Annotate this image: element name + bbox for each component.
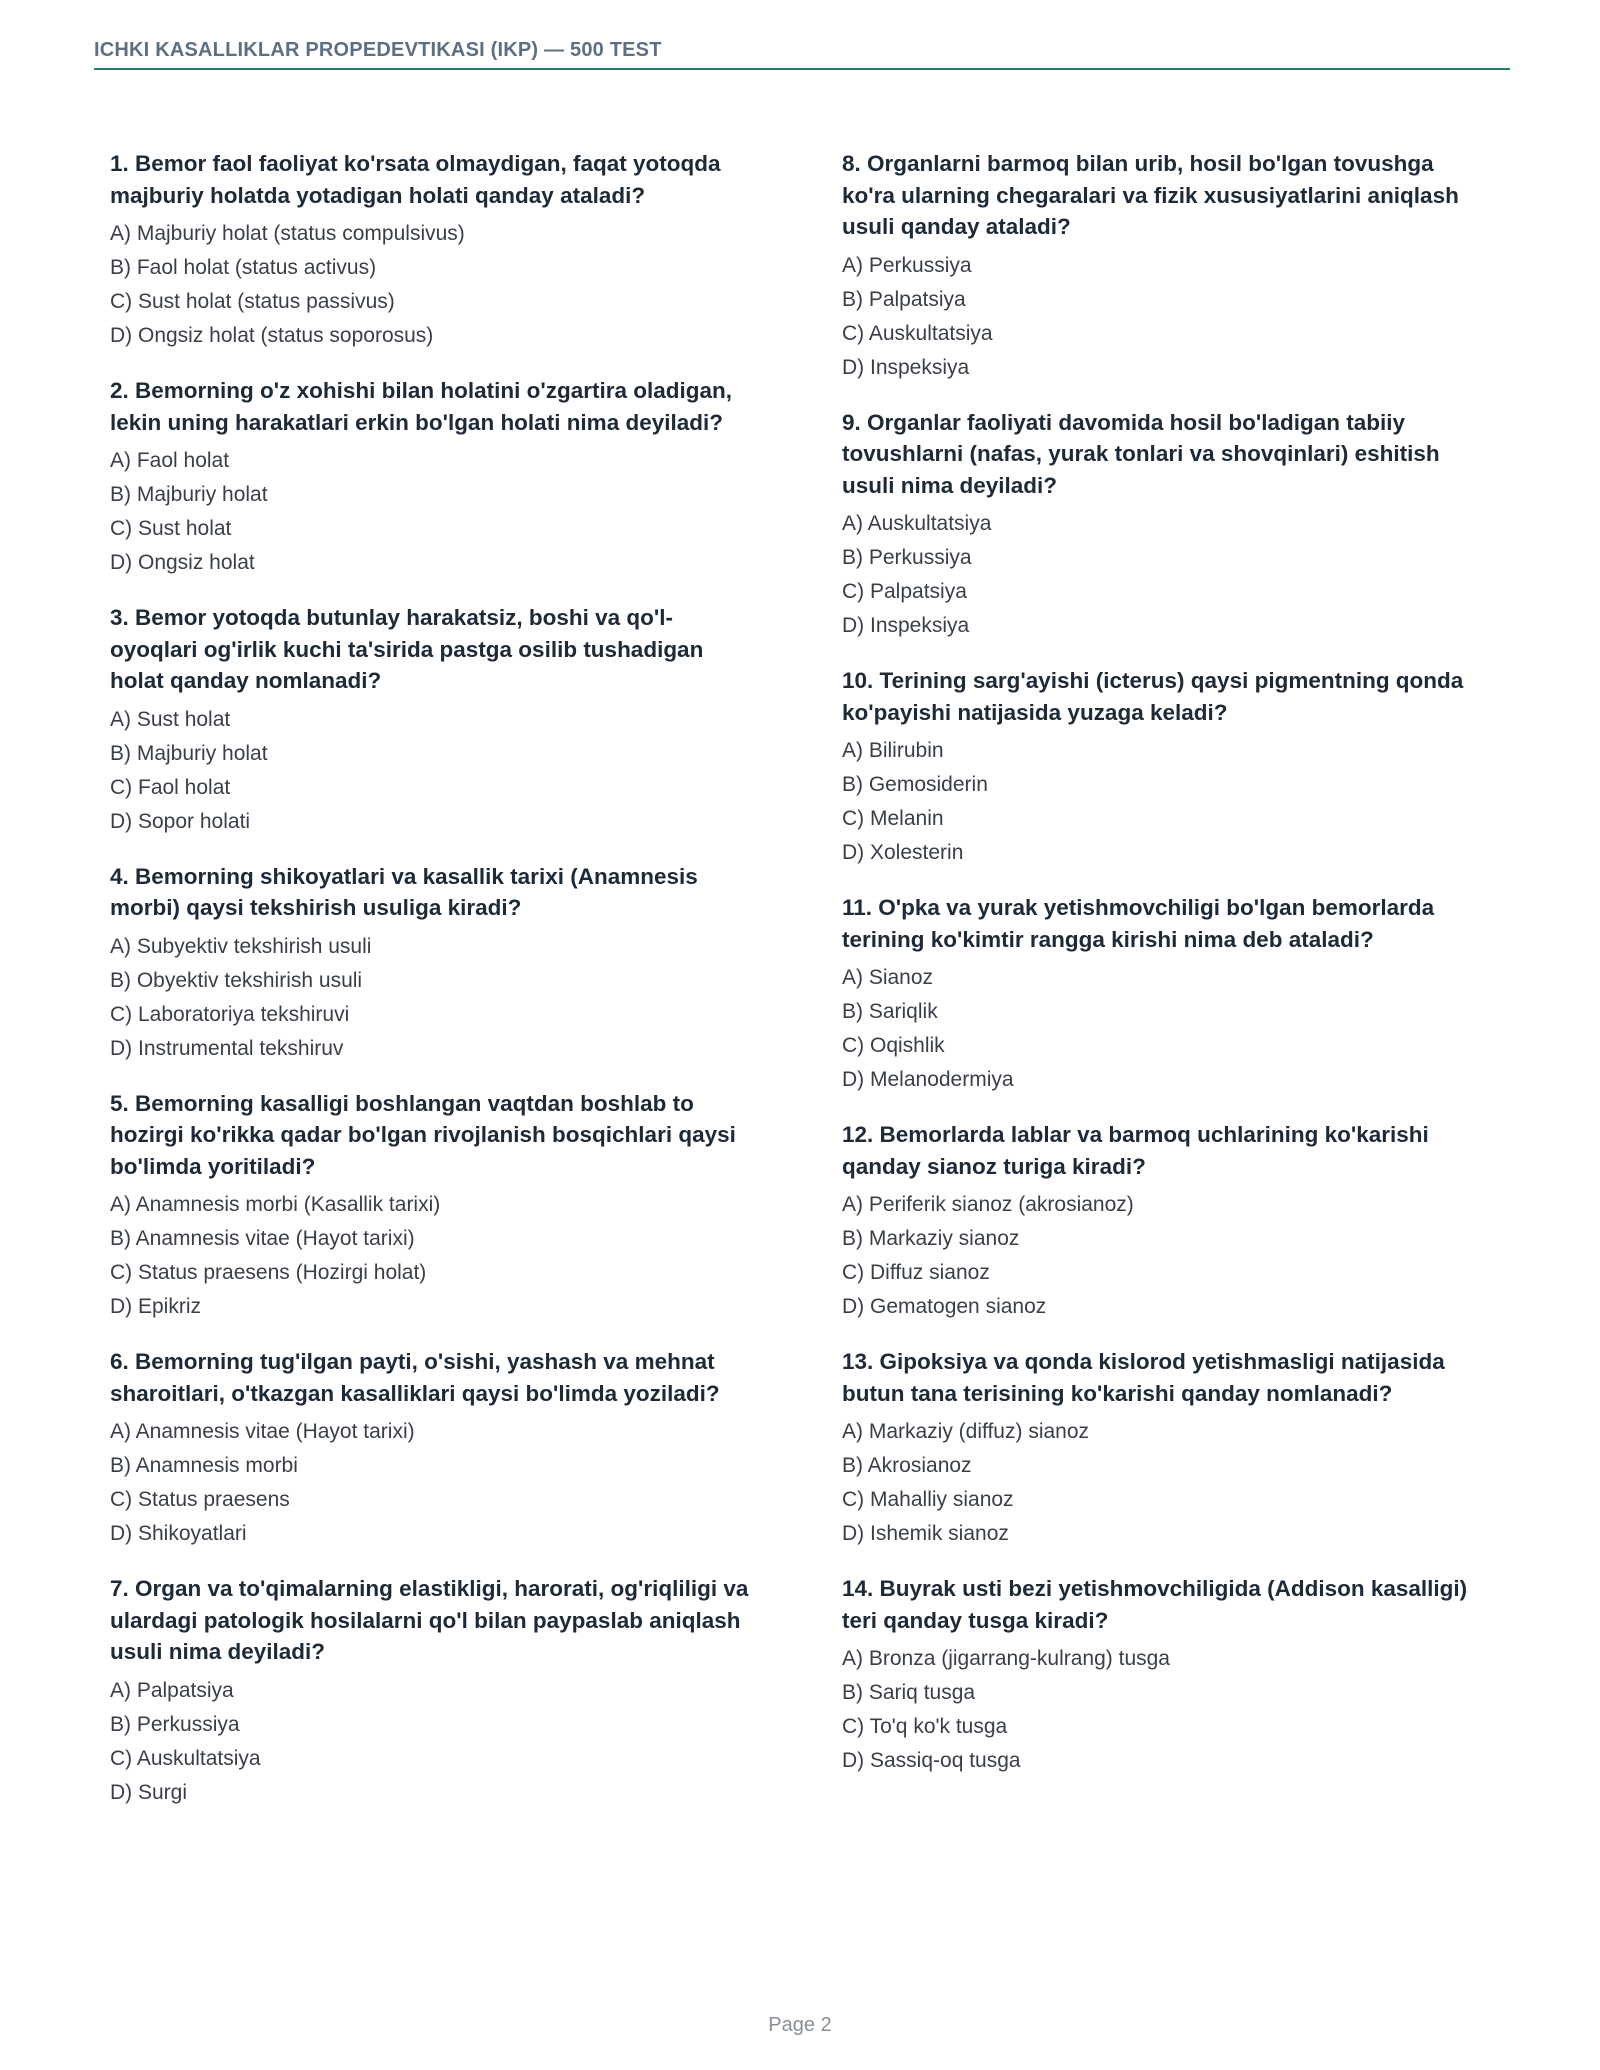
- answer-option: D) Ongsiz holat: [110, 551, 255, 574]
- answer-option: A) Anamnesis vitae (Hayot tarixi): [110, 1420, 415, 1443]
- answer-option: C) Auskultatsiya: [110, 1746, 261, 1770]
- answer-option: A) Anamnesis morbi (Kasallik tarixi): [110, 1193, 441, 1216]
- question-text: 13. Gipoksiya va qonda kislorod yetishmasligi natijasida butun tana terisining ko'karishi qanday nomlanadi?: [842, 1349, 1445, 1406]
- answer-option: D) Surgi: [110, 1780, 188, 1804]
- question-block: [110, 602, 760, 839]
- answer-option: C) Faol holat: [110, 775, 231, 799]
- answer-option: A) Bronza (jigarrang-kulrang) tusga: [842, 1647, 1170, 1670]
- answer-option: C) Auskultatsiya: [842, 321, 993, 345]
- question-text: 5. Bemorning kasalligi boshlangan vaqtdan boshlab to hozirgi ko'rikka qadar bo'lgan rivojlanish bosqichlari qaysi bo'limda yoritiladi?: [110, 1090, 736, 1179]
- answer-option: C) Sust holat (status passivus): [110, 290, 395, 313]
- answer-option: D) Epikriz: [110, 1295, 202, 1318]
- question-block: [110, 148, 760, 353]
- question-text: 1. Bemor faol faoliyat ko'rsata olmaydigan, faqat yotoqda majburiy holatda yotadigan holati qanday ataladi?: [110, 151, 721, 208]
- answer-option: D) Gematogen sianoz: [842, 1295, 1047, 1318]
- answer-option: A) Sianoz: [842, 966, 934, 989]
- answer-option: C) Status praesens: [110, 1488, 290, 1511]
- left-column: [110, 148, 760, 1832]
- answer-option: A) Periferik sianoz (akrosianoz): [842, 1193, 1134, 1216]
- right-column: [842, 148, 1492, 1800]
- page-header: [94, 38, 1510, 70]
- answer-option: D) Ongsiz holat (status soporosus): [110, 324, 434, 347]
- answer-option: C) Laboratoriya tekshiruvi: [110, 1002, 350, 1026]
- answer-option: B) Sariq tusga: [842, 1681, 976, 1704]
- answer-option: D) Sopor holati: [110, 809, 251, 833]
- answer-option: B) Anamnesis vitae (Hayot tarixi): [110, 1227, 415, 1250]
- answer-option: D) Inspeksiya: [842, 355, 970, 379]
- answer-option: B) Obyektiv tekshirish usuli: [110, 968, 363, 992]
- question-block: [842, 1346, 1492, 1551]
- answer-option: C) Sust holat: [110, 517, 232, 540]
- question-text: 8. Organlarni barmoq bilan urib, hosil bo'lgan tovushga ko'ra ularning chegaralari va fizik xususiyatlarini aniqlash usuli qanday ataladi?: [842, 151, 1459, 239]
- answer-option: A) Faol holat: [110, 449, 230, 472]
- answer-option: D) Sassiq-oq tusga: [842, 1749, 1021, 1772]
- question-block: [842, 1573, 1492, 1778]
- question-block: [110, 1088, 760, 1325]
- question-block: [110, 861, 760, 1066]
- question-block: [842, 407, 1492, 644]
- answer-option: D) Shikoyatlari: [110, 1522, 247, 1545]
- question-text: 10. Terining sarg'ayishi (icterus) qaysi pigmentning qonda ko'payishi natijasida yuzaga keladi?: [842, 668, 1464, 725]
- answer-option: D) Melanodermiya: [842, 1068, 1014, 1091]
- answer-option: D) Ishemik sianoz: [842, 1522, 1009, 1545]
- answer-option: C) Status praesens (Hozirgi holat): [110, 1261, 427, 1284]
- question-block: [110, 375, 760, 580]
- answer-option: C) Palpatsiya: [842, 580, 967, 603]
- page-number: Page 2: [768, 2014, 832, 2036]
- question-text: 11. O'pka va yurak yetishmovchiligi bo'lgan bemorlarda terining ko'kimtir rangga kirishi nima deb ataladi?: [842, 895, 1435, 952]
- answer-option: D) Instrumental tekshiruv: [110, 1036, 344, 1060]
- answer-option: A) Sust holat: [110, 707, 231, 731]
- answer-option: A) Majburiy holat (status compulsivus): [110, 222, 465, 245]
- questions-area: [110, 148, 1510, 1948]
- question-block: [842, 892, 1492, 1097]
- question-text: 9. Organlar faoliyati davomida hosil bo'ladigan tabiiy tovushlarni (nafas, yurak tonlari va shovqinlari) eshitish usuli nima deyiladi?: [842, 409, 1440, 498]
- answer-option: B) Akrosianoz: [842, 1454, 972, 1477]
- answer-option: A) Bilirubin: [842, 739, 944, 762]
- answer-option: B) Perkussiya: [110, 1712, 240, 1736]
- answer-option: D) Inspeksiya: [842, 614, 970, 637]
- question-block: [110, 1573, 760, 1810]
- answer-option: B) Markaziy sianoz: [842, 1227, 1020, 1250]
- question-text: 6. Bemorning tug'ilgan payti, o'sishi, yashash va mehnat sharoitlari, o'tkazgan kasalliklari qaysi bo'limda yoziladi?: [110, 1349, 720, 1406]
- question-text: 7. Organ va to'qimalarning elastikligi, harorati, og'riqliligi va ulardagi patologik hosilalarni qo'l bilan paypaslab aniqlash usuli nima deyiladi?: [110, 1576, 749, 1664]
- answer-option: A) Markaziy (diffuz) sianoz: [842, 1420, 1090, 1443]
- answer-option: A) Auskultatsiya: [842, 512, 992, 535]
- question-block: [842, 665, 1492, 870]
- answer-option: C) Diffuz sianoz: [842, 1261, 990, 1284]
- answer-option: B) Majburiy holat: [110, 483, 268, 506]
- answer-option: A) Subyektiv tekshirish usuli: [110, 934, 372, 958]
- answer-option: B) Gemosiderin: [842, 773, 988, 796]
- question-block: [842, 1119, 1492, 1324]
- question-text: 14. Buyrak usti bezi yetishmovchiligida (Addison kasalligi) teri qanday tusga kiradi?: [842, 1576, 1468, 1633]
- answer-option: C) Melanin: [842, 807, 944, 830]
- answer-option: B) Sariqlik: [842, 1000, 938, 1023]
- question-text: 12. Bemorlarda lablar va barmoq uchlarining ko'karishi qanday sianoz turiga kiradi?: [842, 1122, 1429, 1179]
- answer-option: B) Anamnesis morbi: [110, 1454, 298, 1477]
- document-title: ICHKI KASALLIKLAR PROPEDEVTIKASI (IKP) — 500 TEST: [94, 39, 662, 61]
- question-block: [110, 1346, 760, 1551]
- question-text: 4. Bemorning shikoyatlari va kasallik tarixi (Anamnesis morbi) qaysi tekshirish usuliga kiradi?: [110, 863, 698, 920]
- question-block: [842, 148, 1492, 385]
- answer-option: B) Palpatsiya: [842, 287, 966, 311]
- question-text: 3. Bemor yotoqda butunlay harakatsiz, boshi va qo'l-oyoqlari og'irlik kuchi ta'sirida pastga osilib tushadigan holat qanday nomlanadi?: [110, 605, 704, 693]
- answer-option: C) Mahalliy sianoz: [842, 1488, 1014, 1511]
- answer-option: D) Xolesterin: [842, 841, 964, 864]
- answer-option: B) Faol holat (status activus): [110, 256, 377, 279]
- answer-option: C) Oqishlik: [842, 1034, 945, 1057]
- answer-option: B) Majburiy holat: [110, 741, 268, 765]
- answer-option: A) Perkussiya: [842, 253, 972, 277]
- answer-option: C) To'q ko'k tusga: [842, 1715, 1008, 1738]
- question-text: 2. Bemorning o'z xohishi bilan holatini o'zgartira oladigan, lekin uning harakatlari erkin bo'lgan holati nima deyiladi?: [110, 378, 733, 435]
- answer-option: A) Palpatsiya: [110, 1678, 234, 1702]
- answer-option: B) Perkussiya: [842, 546, 972, 569]
